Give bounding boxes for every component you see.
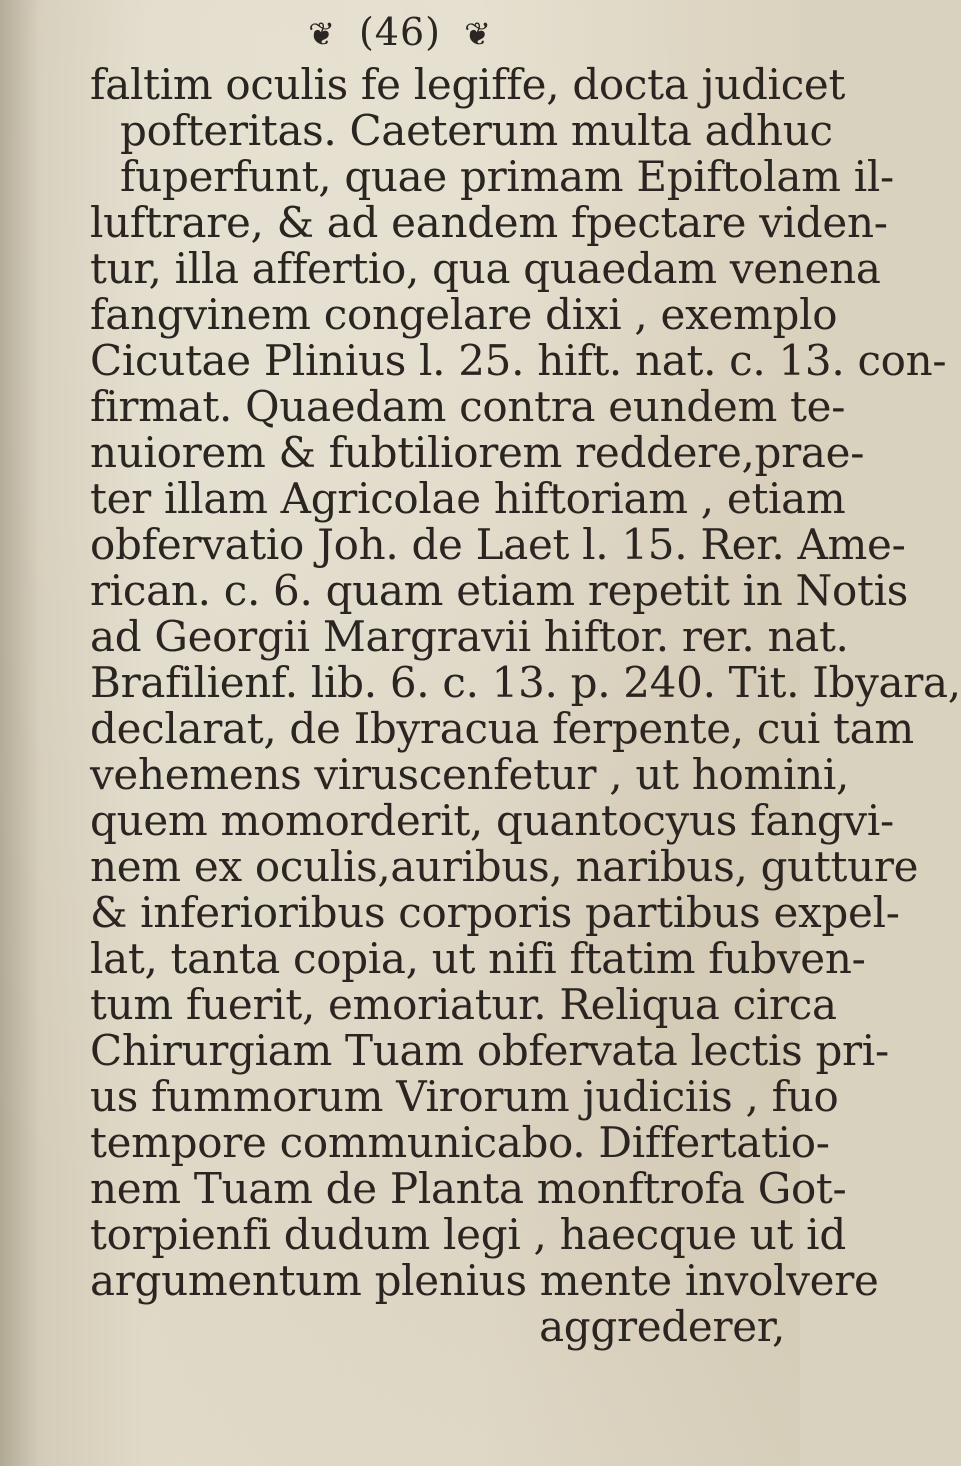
text-line: torpienfi dudum legi , haecque ut id <box>90 1210 846 1259</box>
ornament-right-icon: ❦ <box>464 15 492 53</box>
text-line: Cicutae Plinius l. 25. hift. nat. c. 13. con- <box>90 336 947 385</box>
text-line: quem momorderit, quantocyus fangvi- <box>90 796 894 845</box>
page-number: (46) <box>358 10 441 54</box>
text-line: vehemens viruscenfetur , ut homini, <box>90 750 850 799</box>
text-line: tur, illa affertio, qua quaedam venena <box>90 244 881 293</box>
text-line: obfervatio Joh. de Laet l. 15. Rer. Ame- <box>90 520 906 569</box>
text-line: fangvinem congelare dixi , exemplo <box>90 290 838 339</box>
text-line: nuiorem & fubtiliorem reddere,prae- <box>90 428 865 477</box>
body-text <box>90 60 961 1351</box>
text-line: nem Tuam de Planta monftrofa Got- <box>90 1164 847 1213</box>
text-line: firmat. Quaedam contra eundem te- <box>90 382 846 431</box>
page-header <box>0 10 800 54</box>
text-line: declarat, de Ibyracua ferpente, cui tam <box>90 704 914 753</box>
text-line: us fummorum Virorum judiciis , fuo <box>90 1072 839 1121</box>
text-line: rican. c. 6. quam etiam repetit in Notis <box>90 566 908 615</box>
text-line: luftrare, & ad eandem fpectare viden- <box>90 198 888 247</box>
text-line: Chirurgiam Tuam obfervata lectis pri- <box>90 1026 889 1075</box>
text-line: tum fuerit, emoriatur. Reliqua circa <box>90 980 837 1029</box>
text-line: pofteritas. Caeterum multa adhuc <box>120 106 833 155</box>
text-line: ad Georgii Margravii hiftor. rer. nat. <box>90 612 849 661</box>
text-line: tempore communicabo. Differtatio- <box>90 1118 830 1167</box>
text-line: faltim oculis fe legiffe, docta judicet <box>90 60 846 109</box>
text-line: ter illam Agricolae hiftoriam , etiam <box>90 474 846 523</box>
text-line: & inferioribus corporis partibus expel- <box>90 888 900 937</box>
gutter-shadow <box>0 0 40 1466</box>
text-line: lat, tanta copia, ut nifi ftatim fubven- <box>90 934 866 983</box>
text-line: nem ex oculis,auribus, naribus, gutture <box>90 842 919 891</box>
ornament-left-icon: ❦ <box>308 15 336 53</box>
catchword: aggrederer, <box>539 1302 785 1351</box>
text-line: fuperfunt, quae primam Epiftolam il- <box>120 152 894 201</box>
text-line: Brafilienf. lib. 6. c. 13. p. 240. Tit. Ibyara, <box>90 658 961 707</box>
text-line: argumentum plenius mente involvere <box>90 1256 879 1305</box>
